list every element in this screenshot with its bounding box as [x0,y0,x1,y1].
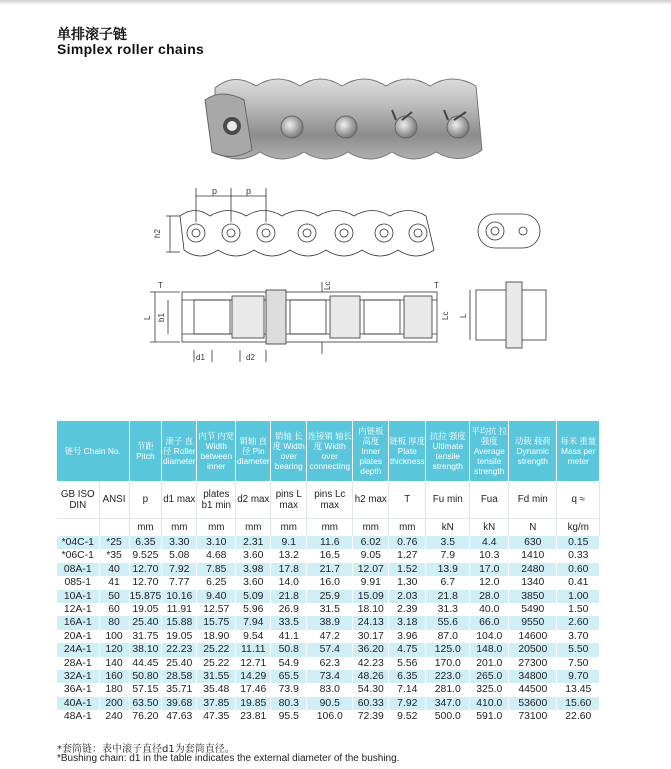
table-cell: 6.02 [353,536,389,549]
footnote-cn: *套筒链：表中滚子直径d1为套筒直径。 [57,744,235,755]
table-cell: 57.15 [129,683,162,696]
table-cell: 95.5 [271,710,307,723]
table-cell: 265.0 [470,670,509,683]
table-row [57,670,600,683]
table-cell: 0.15 [557,536,600,549]
label-T1: T [158,281,163,290]
label-d1: d1 [196,353,205,362]
table-cell: 72.39 [353,710,389,723]
table-cell: 42.23 [353,657,389,670]
table-cell: 9550 [509,616,557,629]
table-cell: 12.0 [470,576,509,589]
table-cell: 47.35 [197,710,236,723]
table-cell: 7.77 [162,576,197,589]
table-cell: 53600 [509,697,557,710]
symbol-cell: d2 max [236,481,271,519]
table-cell: 6.35 [389,670,426,683]
label-L1: L [143,315,152,320]
table-cell: 9.70 [557,670,600,683]
label-Lc2: Lc [441,311,450,320]
table-cell: 21.7 [307,563,353,576]
table-cell: 22.60 [557,710,600,723]
table-row [57,657,600,670]
unit-cell: kN [470,519,509,537]
table-cell: 3.70 [557,630,600,643]
table-cell: 9.52 [389,710,426,723]
table-cell: 10A-1 [57,590,99,603]
table-cell: 591.0 [470,710,509,723]
unit-cell [99,519,129,537]
table-cell: 80.3 [271,697,307,710]
unit-cell: mm [307,519,353,537]
table-row [57,643,600,656]
table-cell: *06C-1 [57,549,99,562]
table-cell: 1340 [509,576,557,589]
col-header-dynamic-strength: 动载 载荷 Dynamic strength [509,421,557,481]
table-cell: 2480 [509,563,557,576]
table-cell: 83.0 [307,683,353,696]
table-cell: 54.9 [271,657,307,670]
top-border [0,0,671,5]
table-cell: 73.9 [271,683,307,696]
table-cell: 100 [99,630,129,643]
table-cell: 40.0 [470,603,509,616]
label-T2: T [434,281,439,290]
table-cell: 11.91 [162,603,197,616]
table-cell: 32A-1 [57,670,99,683]
table-cell: 63.50 [129,697,162,710]
table-cell: 7.94 [236,616,271,629]
table-cell: 12.57 [197,603,236,616]
table-cell: 36A-1 [57,683,99,696]
table-cell: 19.85 [236,697,271,710]
table-cell: 3.60 [236,576,271,589]
table-cell: 36.20 [353,643,389,656]
unit-cell: mm [353,519,389,537]
table-cell: 15.88 [162,616,197,629]
page-title-en: Simplex roller chains [57,41,205,57]
table-cell: 11.6 [307,536,353,549]
table-row [57,616,600,629]
table-cell: 55.6 [426,616,470,629]
table-cell: 1.27 [389,549,426,562]
table-cell: 31.5 [307,603,353,616]
col-header-plate-depth: 内链板 高度 Inner plates depth [353,421,389,481]
table-cell: 170.0 [426,657,470,670]
table-cell: 9.05 [353,549,389,562]
table-cell: 15.60 [557,697,600,710]
header-row-units [57,519,600,537]
table-cell: 25.9 [307,590,353,603]
table-cell: 73.4 [307,670,353,683]
table-cell: 281.0 [426,683,470,696]
header-row-symbols [57,481,600,519]
col-header-connecting-width: 连接销 轴长度 Width over connecting [307,421,353,481]
table-cell: 201.0 [470,657,509,670]
table-cell: 9.40 [197,590,236,603]
table-cell: 19.05 [129,603,162,616]
unit-cell: mm [129,519,162,537]
table-cell: 18.10 [353,603,389,616]
unit-cell: mm [236,519,271,537]
table-cell: 25.22 [197,643,236,656]
table-cell: 62.3 [307,657,353,670]
table-cell: 28A-1 [57,657,99,670]
table-cell: 22.23 [162,643,197,656]
table-cell: 27300 [509,657,557,670]
col-header-pin-diameter: 销轴 直径 Pin diameter [236,421,271,481]
table-cell: 347.0 [426,697,470,710]
table-cell: 31.3 [426,603,470,616]
col-header-plate-thickness: 链板 厚度 Plate thickness [389,421,426,481]
table-row [57,590,600,603]
table-cell: 35.48 [197,683,236,696]
symbol-cell: T [389,481,426,519]
table-cell: 2.39 [389,603,426,616]
table-cell: 2.03 [389,590,426,603]
table-cell: 90.5 [307,697,353,710]
label-d2: d2 [246,353,255,362]
table-cell: 34800 [509,670,557,683]
table-cell: 41.1 [271,630,307,643]
col-header-chain-no: 链号 Chain No. [57,421,129,481]
table-cell: 30.17 [353,630,389,643]
table-cell: 3.10 [197,536,236,549]
table-cell: 6.35 [129,536,162,549]
unit-cell [57,519,99,537]
table-cell: 5.56 [389,657,426,670]
table-row [57,563,600,576]
col-header-roller-diameter: 滚子 直径 Roller diameter [162,421,197,481]
table-cell: 66.0 [470,616,509,629]
col-header-average-strength: 平均抗 拉强度 Average tensile strength [470,421,509,481]
chain-top-view [166,188,434,256]
table-cell: 5.09 [236,590,271,603]
table-cell: 12.07 [353,563,389,576]
table-cell: 7.92 [389,697,426,710]
table-cell: 57.4 [307,643,353,656]
table-cell: 14.0 [271,576,307,589]
table-cell: 50.8 [271,643,307,656]
unit-cell: kN [426,519,470,537]
table-cell: 9.1 [271,536,307,549]
table-cell: 4.75 [389,643,426,656]
table-cell: 48A-1 [57,710,99,723]
table-cell: 19.05 [162,630,197,643]
table-cell: 14600 [509,630,557,643]
table-cell: 120 [99,643,129,656]
symbol-cell: ANSI [99,481,129,519]
table-cell: 25.40 [129,616,162,629]
table-cell: 1.50 [557,603,600,616]
table-cell: 1.52 [389,563,426,576]
table-cell: 223.0 [426,670,470,683]
table-cell: 7.14 [389,683,426,696]
table-cell: 15.09 [353,590,389,603]
table-cell: 13.2 [271,549,307,562]
unit-cell: kg/m [557,519,600,537]
table-cell: 410.0 [470,697,509,710]
table-cell: 16.0 [307,576,353,589]
chain-end-view [478,214,540,248]
table-cell: 2.60 [557,616,600,629]
table-cell: 17.8 [271,563,307,576]
table-cell: 12.70 [129,576,162,589]
table-row [57,603,600,616]
table-cell: 7.9 [426,549,470,562]
col-header-inner-width: 内节 内宽 Width between inner [197,421,236,481]
table-cell: *04C-1 [57,536,99,549]
footnote-en: *Bushing chain: d1 in the table indicates the external diameter of the bushing. [57,753,400,764]
table-cell: 35.71 [162,683,197,696]
symbol-cell: pins Lc max [307,481,353,519]
table-cell: 0.60 [557,563,600,576]
table-cell: 16.5 [307,549,353,562]
table-cell: 3.30 [162,536,197,549]
table-cell: 76.20 [129,710,162,723]
table-cell: 104.0 [470,630,509,643]
table-cell: 6.25 [197,576,236,589]
table-cell: 9.91 [353,576,389,589]
table-cell: 10.16 [162,590,197,603]
table-cell: 160 [99,670,129,683]
table-cell: 11.11 [236,643,271,656]
table-cell: 3850 [509,590,557,603]
table-cell: 80 [99,616,129,629]
table-cell: 10.3 [470,549,509,562]
table-body [57,536,600,724]
table-cell: 7.85 [197,563,236,576]
table-cell: 16A-1 [57,616,99,629]
table-cell: 3.18 [389,616,426,629]
unit-cell: mm [389,519,426,537]
table-row [57,683,600,696]
table-cell: 106.0 [307,710,353,723]
symbol-cell: Fua [470,481,509,519]
col-header-ultimate-strength: 抗拉 强度 Ultimate tensile strength [426,421,470,481]
table-cell: 9.54 [236,630,271,643]
table-cell: 23.81 [236,710,271,723]
table-cell: 15.75 [197,616,236,629]
chain-illustration [0,60,671,418]
table-cell: 13.45 [557,683,600,696]
table-cell: 39.68 [162,697,197,710]
table-cell: 1410 [509,549,557,562]
table-cell: 2.31 [236,536,271,549]
table-cell: 47.63 [162,710,197,723]
table-cell: 26.9 [271,603,307,616]
table-cell: 630 [509,536,557,549]
table-cell: 17.0 [470,563,509,576]
table-cell: 15.875 [129,590,162,602]
table-cell: 5490 [509,603,557,616]
table-cell: 20A-1 [57,630,99,643]
table-cell: 60.33 [353,697,389,710]
table-cell: 50 [99,590,129,603]
table-cell: 38.9 [307,616,353,629]
table-cell: 17.46 [236,683,271,696]
unit-cell: mm [271,519,307,537]
table-cell: 25.40 [162,657,197,670]
table-cell: 28.0 [470,590,509,603]
table-cell: 6.7 [426,576,470,589]
table-cell: 24A-1 [57,643,99,656]
label-p2: p [246,186,252,196]
table-cell: 33.5 [271,616,307,629]
table-cell: 4.68 [197,549,236,562]
symbol-cell: GB ISO DIN [57,481,99,519]
header-row-main [57,421,600,481]
label-b1: b1 [157,313,166,322]
table-cell: 73100 [509,710,557,723]
unit-cell: mm [197,519,236,537]
table-cell: 37.85 [197,697,236,710]
table-cell: 44500 [509,683,557,696]
table-cell: 0.33 [557,549,600,562]
col-header-bearing-width: 销轴 长度 Width over bearing [271,421,307,481]
table-cell: 48.26 [353,670,389,683]
table-cell: 47.2 [307,630,353,643]
table-cell: 12.70 [129,563,162,576]
table-cell: 200 [99,697,129,710]
table-cell: 3.5 [426,536,470,549]
table-cell: 3.98 [236,563,271,576]
table-cell: 140 [99,657,129,670]
table-cell: 87.0 [426,630,470,643]
chain-spec-table [57,421,600,724]
table-row [57,630,600,643]
label-Lc1: Lc [323,281,332,290]
table-row [57,536,600,549]
table-row [57,549,600,562]
table-cell: 54.30 [353,683,389,696]
table-cell: *35 [99,549,129,562]
unit-cell: N [509,519,557,537]
symbol-cell: p [129,481,162,519]
symbol-cell: q ≈ [557,481,600,519]
table-cell: 41 [99,576,129,589]
table-cell: 44.45 [129,657,162,670]
table-cell: 3.96 [389,630,426,643]
table-cell: 3.60 [236,549,271,562]
table-cell: 50.80 [129,670,162,683]
table-cell: 7.50 [557,657,600,670]
table-cell: 31.55 [197,670,236,683]
symbol-cell: Fu min [426,481,470,519]
symbol-cell: pins L max [271,481,307,519]
table-cell: *25 [99,536,129,549]
table-cell: 148.0 [470,643,509,656]
page-title-cn: 单排滚子链 [57,27,127,43]
table-cell: 7.92 [162,563,197,576]
label-L2: L [459,313,468,318]
table-row [57,697,600,710]
chain-photo [205,79,482,159]
symbol-cell: plates b1 min [197,481,236,519]
table-cell: 12.71 [236,657,271,670]
table-cell: 21.8 [271,590,307,603]
table-cell: 12A-1 [57,603,99,616]
table-cell: 31.75 [129,630,162,643]
table-cell: 28.58 [162,670,197,683]
label-h2: h2 [153,229,162,238]
table-cell: 14.29 [236,670,271,683]
chain-side-view [150,282,546,362]
table-cell: 5.50 [557,643,600,656]
label-p1: p [212,186,218,196]
table-cell: 325.0 [470,683,509,696]
table-cell: 0.41 [557,576,600,589]
table-cell: 240 [99,710,129,723]
symbol-cell: Fd min [509,481,557,519]
col-header-pitch: 节距 Pitch [129,421,162,481]
table-cell: 0.76 [389,536,426,549]
table-cell: 40A-1 [57,697,99,710]
col-header-mass: 每米 重量 Mass per meter [557,421,600,481]
table-cell: 13.9 [426,563,470,576]
table-cell: 5.96 [236,603,271,616]
table-cell: 60 [99,603,129,616]
table-cell: 1.00 [557,590,600,603]
table-cell: 4.4 [470,536,509,549]
table-cell: 180 [99,683,129,696]
table-cell: 18.90 [197,630,236,643]
unit-cell: mm [162,519,197,537]
table-cell: 38.10 [129,643,162,656]
table-cell: 24.13 [353,616,389,629]
table-cell: 40 [99,563,129,576]
table-cell: 500.0 [426,710,470,723]
table-cell: 08A-1 [57,563,99,576]
table-row [57,576,600,589]
table-cell: 21.8 [426,590,470,603]
table-cell: 085-1 [57,576,99,589]
symbol-cell: h2 max [353,481,389,519]
table-row [57,710,600,723]
table-cell: 125.0 [426,643,470,656]
table-cell: 65.5 [271,670,307,683]
table-cell: 5.08 [162,549,197,562]
table-cell: 20500 [509,643,557,656]
table-cell: 25.22 [197,657,236,670]
table-cell: 1.30 [389,576,426,589]
symbol-cell: d1 max [162,481,197,519]
table-cell: 9.525 [129,549,162,562]
